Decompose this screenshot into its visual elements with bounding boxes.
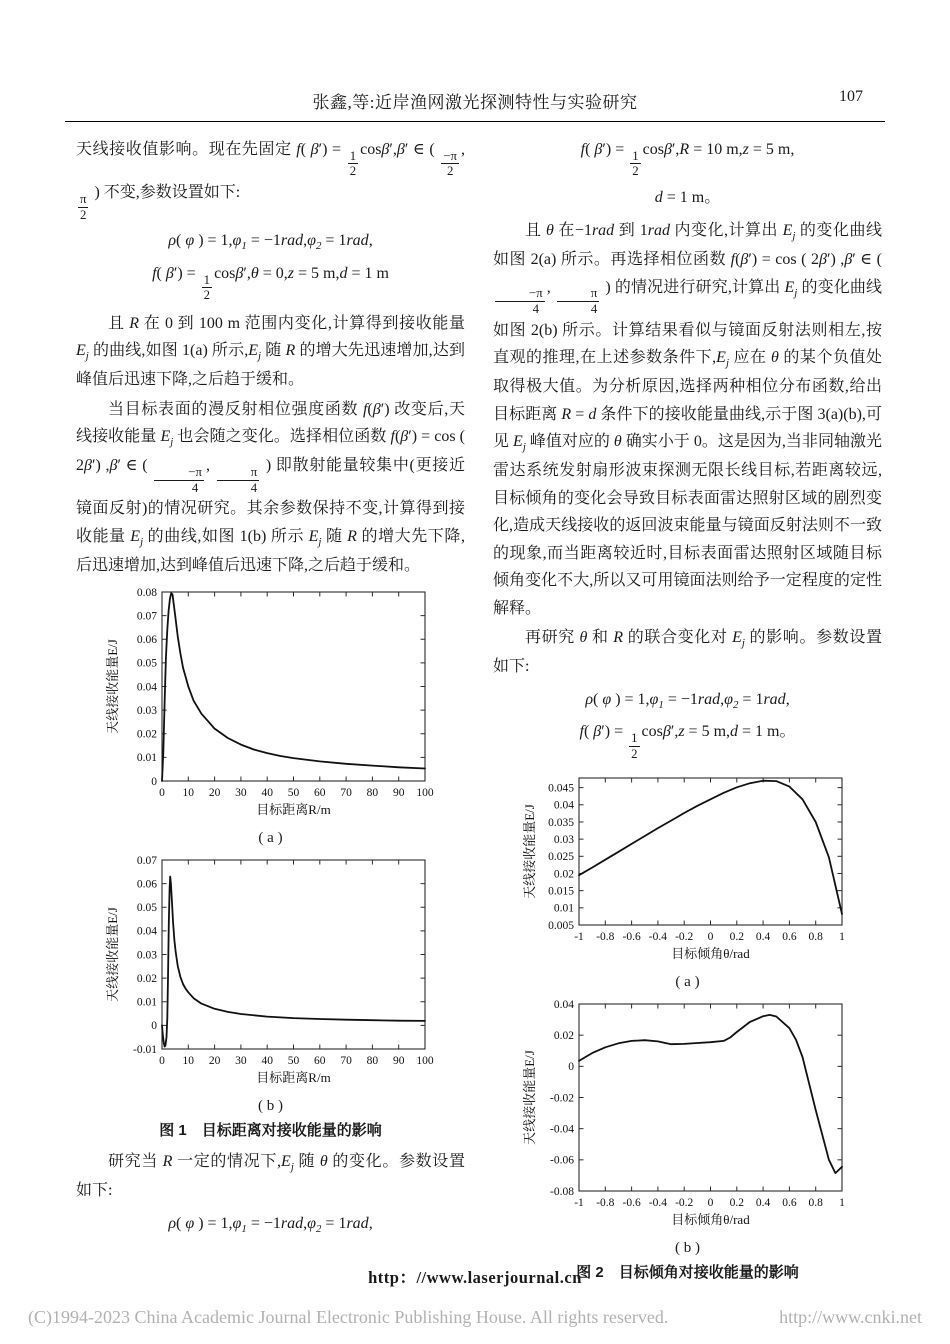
y-tick-label: 0.03 — [136, 705, 157, 718]
x-tick-label: 80 — [366, 787, 378, 800]
y-axis-label: 天线接收能量E/J — [104, 907, 120, 1003]
y-tick-label: 0.04 — [136, 926, 157, 939]
x-tick-label: -0.4 — [648, 1197, 667, 1210]
data-curve — [579, 1015, 842, 1173]
y-tick-label: 0.05 — [136, 902, 157, 915]
paragraph: 研究当 R 一定的情况下$,E_j$ 随 θ 的变化。参数设置如下: — [76, 1153, 465, 1200]
y-tick-label: 0.07 — [136, 855, 157, 868]
equation: d = 1 m。 — [654, 189, 721, 207]
x-tick-label: -0.2 — [674, 931, 693, 944]
equation: f( β′) = $\frac{1}{2}$ cosβ′,R = 10 m,z = 5 m, — [580, 141, 795, 179]
x-tick-label: 0 — [158, 787, 165, 800]
header-divider — [65, 121, 885, 122]
x-tick-label: 0 — [707, 1197, 713, 1210]
figure-sublabel-b: ( b ) — [675, 1240, 700, 1257]
chart-fig1b — [104, 851, 438, 1096]
x-tick-label: 60 — [313, 787, 326, 800]
y-tick-label: -0.01 — [132, 1044, 157, 1057]
paragraph: 当目标表面的漫反射相位强度函数 f(β′) 改变后,天线接收能量 $E_j$ 也会随之变化。选择相位函数 f(β′) = cos ( 2β′) ,β′ ∈ ( $\frac{-\pi}{4}$ , $\frac{\pi}{4}$ ) 即散射能量较集中(更接近镜面反射)的情况研究。其余参数保持不变,计算得到接收能量 $E_j$ 的曲线,如图 1(b) 所示 $E_j$ 随 R 的增大先下降,后迅速增加,达到峰值后迅速下降,之后趋于缓和。 — [76, 400, 466, 574]
figure-2a — [493, 769, 882, 991]
equation: ρ( φ ) = $1,\varphi_1 = -1rad,\varphi_2 = 1rad$, — [585, 690, 790, 711]
x-tick-label: 10 — [182, 1055, 194, 1068]
x-tick-label: 50 — [287, 1055, 299, 1068]
journal-website-url: http：//www.laserjournal.cn — [368, 1268, 582, 1287]
y-tick-label: 0.04 — [136, 681, 157, 694]
chart-fig2a — [521, 769, 855, 972]
x-tick-label: 30 — [234, 787, 247, 800]
x-tick-label: -0.6 — [621, 1197, 641, 1210]
x-tick-label: 0.6 — [781, 931, 797, 944]
y-axis-label: 天线接收能量E/J — [521, 804, 537, 900]
data-curve — [162, 594, 425, 782]
x-tick-label: -0.8 — [595, 931, 614, 944]
equation: f( β′) = $\frac{1}{2}$ cosβ′,θ = 0,z = 5 m,d = 1 m — [152, 264, 389, 303]
two-column-body — [0, 122, 950, 1290]
equation: ρ( φ ) = $1,\varphi_1 = -1rad,\varphi_2 = 1rad$, — [168, 232, 373, 253]
x-tick-label: 60 — [313, 1055, 326, 1068]
cnki-url: http://www.cnki.net — [779, 1307, 922, 1327]
right-column — [493, 136, 882, 1290]
x-tick-label: -1 — [573, 1197, 584, 1210]
figure-sublabel-b: ( b ) — [258, 1098, 283, 1115]
data-curve — [162, 877, 425, 1047]
y-tick-label: 0.06 — [136, 634, 157, 647]
y-tick-label: 0.05 — [136, 658, 157, 671]
x-tick-label: 30 — [234, 1055, 247, 1068]
paragraph: 天线接收值影响。现在先固定 f( β′) = $\frac{1}{2}$ cosβ′,β′ ∈ ( $\frac{-\pi}{2}$ , $\frac{\pi}{2}$ ) 不变,参数设置如下: — [76, 141, 465, 222]
left-column — [76, 136, 465, 1290]
figure-sublabel-a: ( a ) — [258, 830, 283, 847]
y-tick-label: 0 — [150, 776, 157, 789]
y-tick-label: 0.07 — [136, 610, 157, 623]
chart-svg-fig2b — [521, 995, 855, 1233]
chart-svg-fig2a — [521, 769, 855, 967]
figure-2b — [493, 995, 882, 1257]
x-tick-label: 20 — [208, 1055, 220, 1068]
figure-1a — [76, 583, 465, 847]
x-tick-label: 0.8 — [808, 931, 823, 944]
y-tick-label: 0.06 — [136, 878, 157, 891]
axes — [105, 587, 434, 817]
x-axis-label: 目标距离R/m — [255, 1070, 331, 1086]
y-tick-label: 0.025 — [547, 851, 574, 864]
x-tick-label: 40 — [260, 1055, 273, 1068]
y-tick-label: 0.045 — [547, 782, 574, 795]
x-tick-label: 100 — [415, 1055, 434, 1068]
x-tick-label: 0.4 — [755, 1197, 770, 1210]
copyright-text: (C)1994-2023 China Academic Journal Electronic Publishing House. All rights reserved. — [28, 1307, 669, 1327]
x-tick-label: 0.4 — [755, 931, 770, 944]
x-tick-label: 0.8 — [808, 1197, 823, 1210]
x-tick-label: 40 — [260, 787, 273, 800]
y-tick-label: 0.03 — [136, 949, 157, 962]
running-head-title: 张鑫,等:近岸渔网激光探测特性与实验研究 — [312, 93, 638, 112]
x-tick-label: 90 — [392, 787, 404, 800]
x-axis-label: 目标距离R/m — [255, 802, 331, 818]
chart-fig2b — [521, 995, 855, 1238]
x-tick-label: 0.6 — [781, 1197, 797, 1210]
figure2-caption: 图 2 目标倾角对接收能量的影响 — [576, 1264, 799, 1282]
y-tick-label: 0.02 — [553, 868, 574, 881]
x-tick-label: -0.4 — [648, 931, 667, 944]
x-tick-label: 70 — [339, 787, 352, 800]
y-tick-label: 0.01 — [136, 752, 157, 765]
x-tick-label: 90 — [392, 1055, 404, 1068]
paragraph: 且 R 在 0 到 100 m 范围内变化,计算得到接收能量 $E_j$ 的曲线,如图 1(a) 所示$,E_j$ 随 R 的增大先迅速增加,达到峰值后迅速下降,之后趋于缓和。 — [76, 314, 465, 389]
chart-svg-fig1a — [104, 583, 438, 823]
y-tick-label: -0.04 — [549, 1123, 574, 1136]
y-tick-label: 0 — [150, 1020, 157, 1033]
x-tick-label: 0.2 — [729, 931, 744, 944]
y-tick-label: 0.02 — [553, 1030, 574, 1043]
x-tick-label: 1 — [838, 1197, 845, 1210]
x-tick-label: 100 — [415, 787, 434, 800]
chart-fig1a — [104, 583, 438, 828]
equation: ρ( φ ) = $1,\varphi_1 = -1rad,\varphi_2 = 1rad$, — [168, 1214, 373, 1235]
axes — [522, 999, 845, 1227]
figure-1b — [76, 851, 465, 1115]
y-tick-label: -0.02 — [549, 1092, 574, 1105]
y-tick-label: 0.01 — [553, 902, 574, 915]
page-number: 107 — [839, 88, 863, 105]
x-tick-label: 0.2 — [729, 1197, 744, 1210]
y-tick-label: 0.015 — [547, 885, 574, 898]
paragraph: 再研究 θ 和 R 的联合变化对 $E_j$ 的影响。参数设置如下: — [493, 629, 882, 676]
y-tick-label: 0.005 — [547, 920, 574, 933]
x-tick-label: 0 — [707, 931, 713, 944]
x-tick-label: 1 — [838, 931, 845, 944]
x-tick-label: -0.6 — [621, 931, 641, 944]
chart-svg-fig1b — [104, 851, 438, 1091]
x-tick-label: 0 — [158, 1055, 165, 1068]
x-tick-label: 80 — [366, 1055, 378, 1068]
x-tick-label: -1 — [573, 931, 584, 944]
y-tick-label: 0.035 — [547, 816, 574, 829]
y-tick-label: 0.04 — [553, 999, 574, 1012]
page-header — [65, 88, 885, 122]
x-tick-label: 50 — [287, 787, 299, 800]
x-axis-label: 目标倾角θ/rad — [670, 946, 750, 962]
y-axis-label: 天线接收能量E/J — [104, 639, 120, 735]
y-tick-label: 0.01 — [136, 996, 157, 1009]
y-tick-label: 0.04 — [553, 799, 574, 812]
x-tick-label: -0.2 — [674, 1197, 693, 1210]
y-axis-label: 天线接收能量E/J — [521, 1050, 537, 1146]
figure1-caption: 图 1 目标距离对接收能量的影响 — [159, 1122, 382, 1140]
y-tick-label: -0.06 — [549, 1154, 574, 1167]
x-tick-label: 20 — [208, 787, 220, 800]
axes — [522, 778, 845, 961]
figure-sublabel-a: ( a ) — [675, 974, 700, 991]
y-tick-label: 0.03 — [553, 834, 574, 847]
x-tick-label: 10 — [182, 787, 194, 800]
equation: f( β′) = $\frac{1}{2}$ cosβ′,z = 5 m,d = 1 m。 — [579, 723, 796, 761]
y-tick-label: -0.08 — [549, 1186, 574, 1199]
x-tick-label: -0.8 — [595, 1197, 614, 1210]
axes — [105, 855, 434, 1085]
y-tick-label: 0.02 — [136, 728, 157, 741]
paragraph: 且 θ 在−1rad 到 1rad 内变化,计算出 $E_j$ 的变化曲线如图 2(a) 所示。再选择相位函数 f(β′) = cos ( 2β′) ,β′ ∈ ( $\frac{-\pi}{4}$ , $\frac{\pi}{4}$ ) 的情况进行研究,计算出 $E_j$ 的变化曲线如图 2(b) 所示。计算结果看似与镜面反射法则相左,按直观的推理,在上述参数条件下$,E_j$ 应在 θ 的某个负值处取得极大值。为分析原因,选择两种相位分布函数,给出目标距离 R = d 条件下的接收能量曲线,示于图 3(a)(b),可见 $E_j$ 峰值对应的 θ 确实小于 0。这是因为,当非同轴激光雷达系统发射扇形波束探测无限长线目标,若距离较远,目标倾角的变化会导致目标表面雷达照射区域的剧烈变化,造成天线接收的返回波束能量与镜面反射法则不一致的现象,而当距离较近时,目标表面雷达照射区域随目标倾角变化不大,所以又可用镜面法则给予一定程度的定性解释。 — [493, 222, 883, 617]
data-curve — [579, 781, 842, 914]
y-tick-label: 0 — [567, 1061, 574, 1074]
y-tick-label: 0.08 — [136, 587, 157, 600]
copyright-watermark — [28, 1307, 922, 1328]
y-tick-label: 0.02 — [136, 973, 157, 986]
x-tick-label: 70 — [339, 1055, 352, 1068]
x-axis-label: 目标倾角θ/rad — [670, 1212, 750, 1228]
